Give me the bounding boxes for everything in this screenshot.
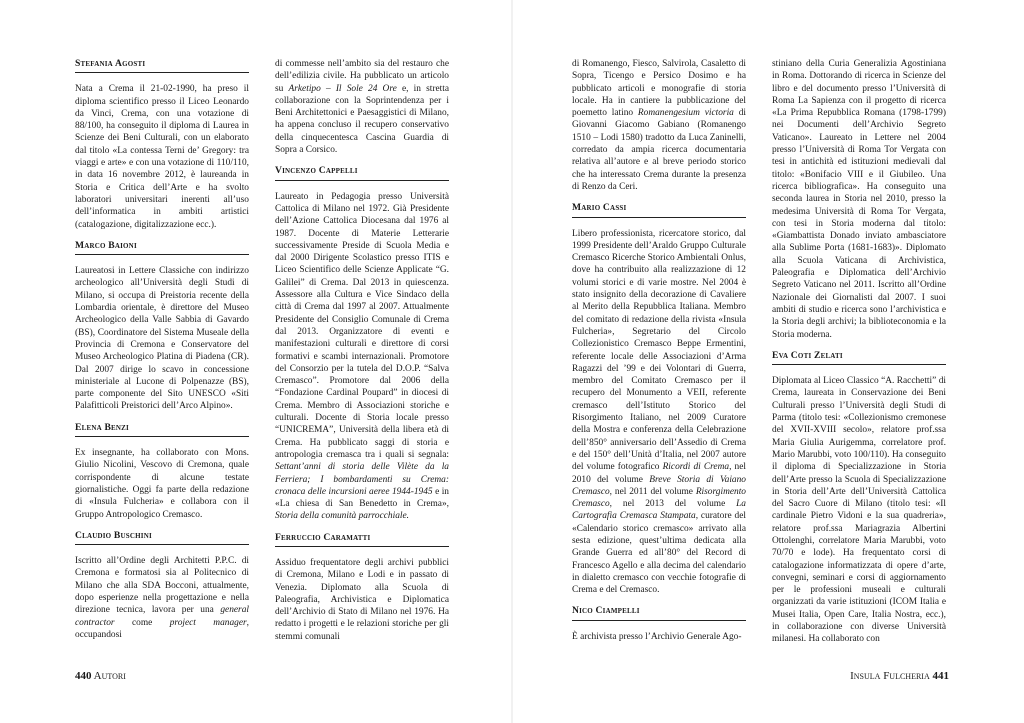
page-number: 441 — [932, 670, 949, 682]
running-title: Insula Fulcheria — [850, 670, 930, 682]
author-bio: Libero professionista, ricercatore storico, dal 1999 Presidente dell’Araldo Gruppo Culturale Cremasco Ricerche Storico Ambientali Onlus, dove ha contribuito alla realizzazione di 12 volumi storici e di varie mostre. Nel 2004 è stato insignito della decorazione di Cavaliere al Merito della Repubblica Italiana. Membro del comitato di redazione della rivista «Insula Fulcheria», Segretario del Circolo Collezionistico Cremasco Beppe Ermentini, referente locale delle Associazioni d’Arma Ragazzi del ’99 e dei Volontari di Guerra, membro del Comitato Cremasco per il recupero del Monumento a VEII, referente cremasco dell’Istituto Storico del Risorgimento Italiano, nel 2009 Curatore della Mostra e conferenza della Celebrazione dell’850° anniversario dell’Assedio di Crema e del 150° dell’Unità d’Italia, nel 2007 autore del volume fotografico Ricordi di Crema, nel 2010 del volume Breve Storia di Vaiano Cremasco, nel 2011 del volume Risorgimento Cremasco, nel 2013 del volume La Cartografia Cremasca Stampata, curatore del «Calendario storico cremasco» arrivato alla sesta edizione, quest’ultima dedicata alla Grande Guerra ed all’80° del Record di Francesco Agello e alla decima del calendario in dialetto cremasco con vecchie fotografie di Crema e del Cremasco. — [572, 228, 746, 596]
author-heading: Mario Cassi — [572, 202, 746, 217]
page-footer-left — [75, 670, 126, 682]
author-heading: Stefania Agosti — [75, 58, 249, 73]
column-4 — [772, 58, 946, 655]
column-3 — [572, 58, 746, 652]
author-bio: Ex insegnante, ha collaborato con Mons. Giulio Nicolini, Vescovo di Cremona, quale corrispondente di alcune testate giornalistiche. Oggi fa parte della redazione di «Insula Fulcheria» e collabora con il Gruppo Antropologico Cremasco. — [75, 448, 249, 520]
author-heading: Elena Benzi — [75, 422, 249, 437]
author-bio: di commesse nell’ambito sia del restauro che dell’edilizia civile. Ha pubblicato un articolo su Arketipo – Il Sole 24 Ore e, in stretta collaborazione con la Soprintendenza per i Beni Architettonici e Paesaggistici di Milano, ha appena concluso il recupero conservativo della cinquecentesca Cascina Guardia di Sopra a Corsico. — [275, 59, 449, 156]
author-bio: di Romanengo, Fiesco, Salvirola, Casaletto di Sopra, Ticengo e Persico Dosimo e ha pubblicato articoli e monografie di storia locale. Ha in cantiere la pubblicazione del poemetto latino Romanengesium victoria di Giovanni Giacomo Gabiano (Romanengo 1510 – Lodi 1580) tradotto da Luca Zaninelli, corredato da ampia ricerca documentaria relativa all’autore e al breve periodo storico che ha interessato Crema durante la presenza di Renzo da Ceri. — [572, 59, 746, 192]
author-heading: Marco Baioni — [75, 240, 249, 255]
author-bio: Laureato in Pedagogia presso Università Cattolica di Milano nel 1972. Già Presidente dell’Azione Cattolica Diocesana dal 1976 al 1987. Docente di Materie Letterarie successivamente Preside di Scuola Media e dal 2000 Dirigente Scolastico presso ITIS e Liceo Scientifico delle Scienze Applicate “G. Galilei” di Crema. Dal 2013 in quiescenza. Assessore alla Cultura e Vice Sindaco della città di Crema dal 1997 al 2007. Attualmente Presidente del Consiglio Comunale di Crema dal 2013. Organizzatore di eventi e manifestazioni culturali e direttore di corsi formativi e scambi internazionali. Promotore del Consorzio per la tutela del D.O.P. “Salva Cremasco”. Promotore dal 2006 della “Fondazione Cardinal Poupard” in diocesi di Crema. Membro di Associazioni storiche e culturali. Docente di Storia locale presso “UNICREMA”, Università della libera età di Crema. Ha pubblicato saggi di storia e antropologia cremasca tra i quali si segnala: Settant’anni di storia delle Vilète da la Ferriera; I bombardamenti su Crema: cronaca delle incursioni aeree 1944-1945 e in «La chiesa di San Benedetto in Crema», Storia della comunità parrocchiale. — [275, 191, 449, 522]
column-1 — [75, 58, 249, 650]
author-bio: stiniano della Curia Generalizia Agostiniana in Roma. Dottorando di ricerca in Scienze del libro e del documento presso l’Università di Roma La Sapienza con il progetto di ricerca «La Prima Repubblica Romana (1798-1799) nei Documenti dell’Archivio Segreto Vaticano». Laureato in Lettere nel 2004 presso l’Università di Roma Tor Vergata con tesi in antichità ed istituzioni medievali dal titolo: «Bonifacio VIII e il Giubileo. Una ricerca bibliografica». Ha conseguito una seconda laurea in Storia nel 2010, presso la medesima Università di Roma Tor Vergata, con tesi in Storia moderna dal titolo: «Giambattista Donado inviato ambasciatore alla Sublime Porta (1681-1683)». Diplomato alla Scuola Vaticana di Archivistica, Paleografia e Diplomatica dell’Archivio Segreto Vaticano nel 2011. Iscritto all’Ordine Nazionale dei Giornalisti dal 2007. I suoi ambiti di studio e ricerca sono l’archivistica e la Storia degli archivi; la biblioteconomia e la Storia moderna. — [772, 59, 946, 340]
author-bio: Laureatosi in Lettere Classiche con indirizzo archeologico all’Università degli Studi di Milano, si occupa di Preistoria recente della Lombardia orientale, è direttore del Museo Archeologico della Valle Sabbia di Gavardo (BS), Coordinatore del Sistema Museale della Provincia di Cremona e Conservatore del Museo Archeologico Platina di Piadena (CR). Dal 2007 dirige lo scavo in concessione ministeriale al Lucone di Polpenazze (BS), parte componente del Sito UNESCO «Siti Palafitticoli Preistorici dell’Arco Alpino». — [75, 266, 249, 412]
author-bio: Iscritto all’Ordine degli Architetti P.P.C. di Cremona e formatosi sia al Politecnico di Milano che alla SDA Bocconi, attualmente, dopo esperienze nella progettazione e nella direzione tecnica, lavora per una general contractor come project manager, occupandosi — [75, 556, 249, 640]
author-heading: Vincenzo Cappelli — [275, 165, 449, 180]
author-bio: Diplomata al Liceo Classico “A. Racchetti” di Crema, laureata in Conservazione dei Beni Culturali presso l’Università degli Studi di Parma (titolo tesi: «Collezionismo cremonese del XVII-XVIII secolo», relatore prof.ssa Maria Giulia Aurigemma, correlatore prof. Mario Marubbi, voto 100/110). Ha conseguito il diploma di Specializzazione in Storia dell’Arte presso la Scuola di Specializzazione in Storia dell’Arte dell’Università Cattolica del Sacro Cuore di Milano (titolo tesi: «Il cardinale Pietro Vidoni e la sua quadreria», relatore prof.ssa Mariagrazia Albertini Ottolenghi, correlatore Maria Marubbi, voto 70/70 e lode). Ha frequentato corsi di catalogazione informatizzata di opere d’arte, convegni, seminari e corsi di aggiornamento per le professioni museali e culturali organizzati da varie istituzioni (ICOM Italia e Musei Italia, Open Care, Italia Nostra, ecc.), in collaborazione con diverse Università milanesi. Ha collaborato con — [772, 376, 946, 645]
author-bio: Assiduo frequentatore degli archivi pubblici di Cremona, Milano e Lodi e in passato di Venezia. Diplomato alla Scuola di Paleografia, Archivistica e Diplomatica dell’Archivio di Stato di Milano nel 1976. Ha redatto i progetti e le relazioni storiche per gli stemmi comunali — [275, 557, 449, 642]
right-page — [512, 0, 1024, 723]
page-footer-right — [850, 670, 949, 682]
author-bio: È archivista presso l’Archivio Generale Ago- — [572, 631, 742, 642]
page-number: 440 — [75, 670, 92, 682]
column-2 — [275, 58, 449, 652]
author-heading: Ferruccio Caramatti — [275, 532, 449, 547]
author-heading: Eva Coti Zelati — [772, 350, 946, 365]
running-title: Autori — [93, 670, 126, 682]
author-heading: Nico Ciampelli — [572, 605, 746, 620]
author-bio: Nata a Crema il 21-02-1990, ha preso il diploma scientifico presso il Liceo Leonardo da Vinci, Crema, con una votazione di 88/100, ha conseguito il diploma di Laurea in Scienze dei Beni Culturali, con un elaborato dal titolo «La contessa Terni de’ Gregory: tra viaggi e arte» e con una votazione di 110/110, in data 16 novembre 2012, è laureanda in Storia e Critica dell’Arte e ha svolto laboratori universitari inerenti all’uso dell’informatica in ambiti artistici (catalogazione, digitalizzazione ecc.). — [75, 84, 249, 230]
author-heading: Claudio Buschini — [75, 530, 249, 545]
